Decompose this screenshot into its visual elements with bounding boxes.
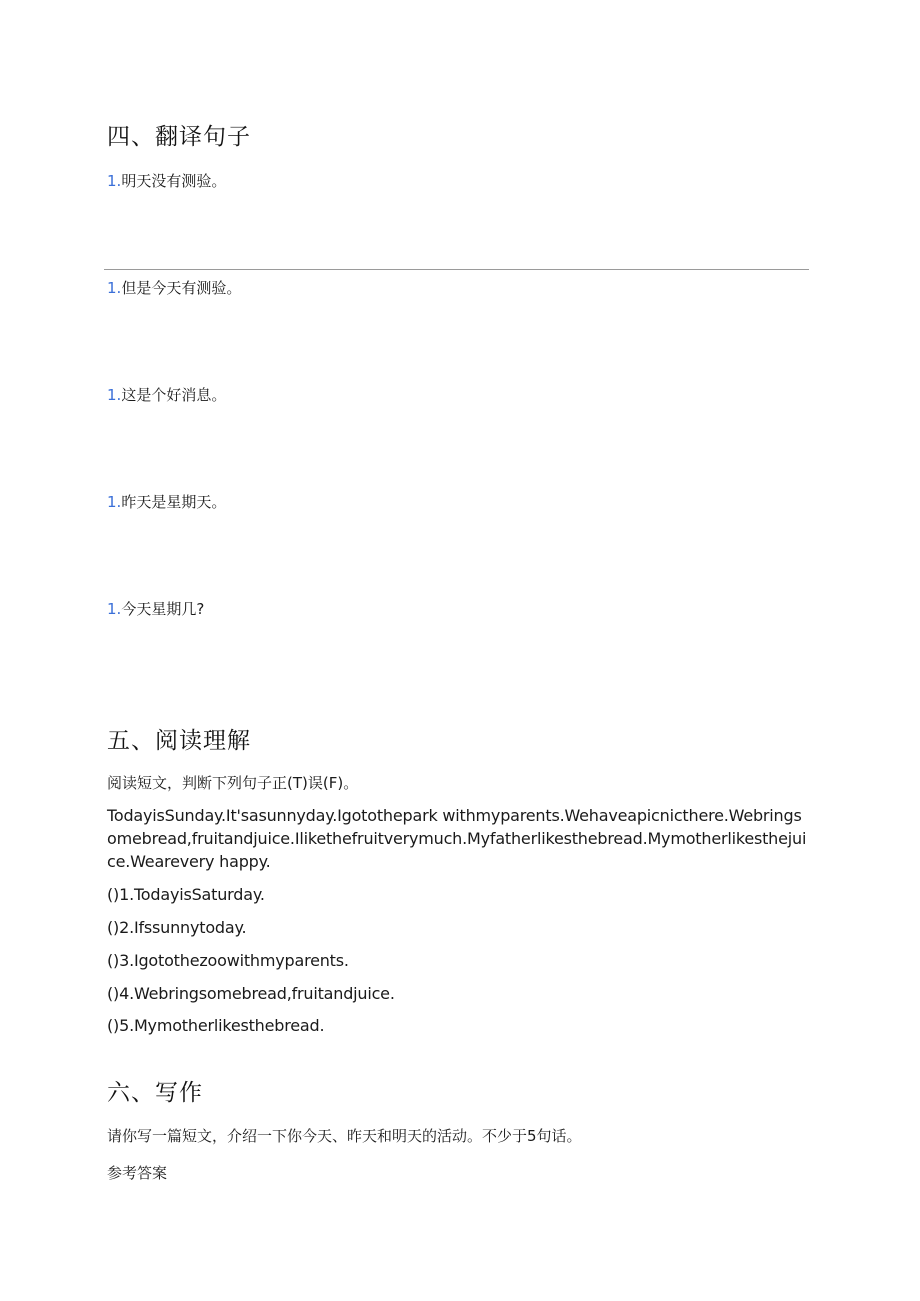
item-number: 1. xyxy=(107,493,122,511)
item-number: 1. xyxy=(107,279,122,297)
translate-item-3 xyxy=(107,384,226,405)
translate-item-4 xyxy=(107,491,226,512)
item-text: 明天没有测验。 xyxy=(121,172,227,190)
item-number: 1. xyxy=(107,172,122,190)
translate-item-1 xyxy=(107,170,226,191)
question-3: ()3.Igotothezoowithmyparents. xyxy=(107,951,349,970)
reading-instruction: 阅读短文，判断下列句子正(T)误(F)。 xyxy=(107,774,359,792)
reading-passage: TodayisSunday.It'sasunnyday.Igotothepark withmyparents.Wehaveapicnicthere.Webringsomebread,fruitandjuice.Ilikethefruitverymuch.Myfatherlikesthebread.Mymotherlikesthejuice.Wearevery happy. xyxy=(107,806,807,871)
answer-label: 参考答案 xyxy=(107,1164,168,1182)
translate-item-5 xyxy=(107,598,204,619)
item-number: 1. xyxy=(107,386,122,404)
translate-item-2 xyxy=(107,277,241,298)
question-4: ()4.Webringsomebread,fruitandjuice. xyxy=(107,984,395,1003)
writing-instruction: 请你写一篇短文，介绍一下你今天、昨天和明天的活动。不少于5句话。 xyxy=(107,1127,582,1145)
question-1: ()1.TodayisSaturday. xyxy=(107,885,265,904)
section-6-title: 六、写作 xyxy=(107,1080,203,1106)
question-2: ()2.Ifssunnytoday. xyxy=(107,918,247,937)
section-4-title: 四、翻译句子 xyxy=(107,124,251,150)
item-text: 这是个好消息。 xyxy=(121,386,227,404)
section-5-title: 五、阅读理解 xyxy=(107,728,251,754)
question-5: ()5.Mymotherlikesthebread. xyxy=(107,1016,325,1035)
item-number: 1. xyxy=(107,600,122,618)
item-text: 但是今天有测验。 xyxy=(121,279,242,297)
item-text: 今天星期几? xyxy=(121,600,205,618)
divider-line xyxy=(104,269,809,270)
item-text: 昨天是星期天。 xyxy=(121,493,227,511)
